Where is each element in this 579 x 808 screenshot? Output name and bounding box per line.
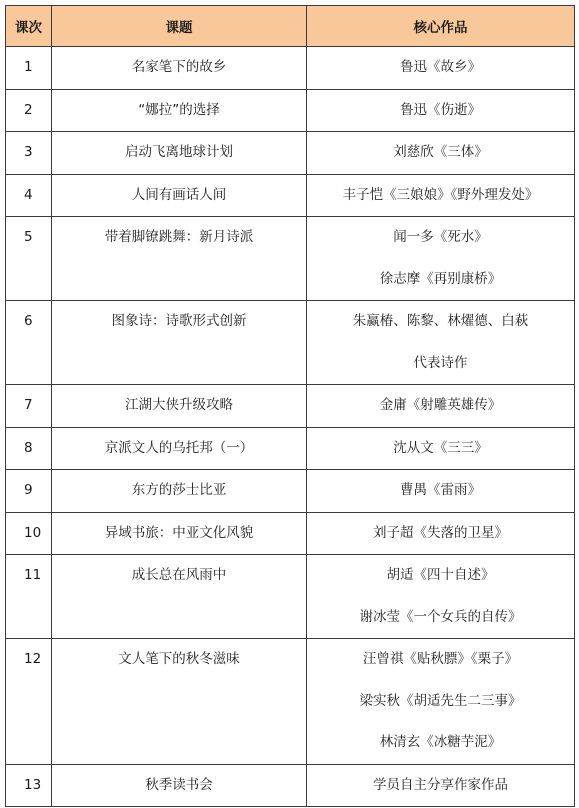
work-item: 学员自主分享作家作品 [373,776,508,793]
works-cell [307,132,575,175]
lesson-number-cell [6,217,52,301]
work-item: 代表诗作 [413,354,468,371]
header-row [6,6,575,47]
topic-text: 异域书旅：中亚文化风貌 [104,524,254,541]
table-row [6,764,575,807]
works-cell [307,385,575,428]
lesson-number: 5 [24,229,33,245]
work-item: 丰子恺《三娘娘》《野外理发处》 [342,186,539,203]
topic-text: 人间有画话人间 [131,186,227,203]
table-row [6,174,575,217]
works-cell [307,555,575,639]
topic-cell [52,132,307,175]
topic-cell [52,470,307,513]
lesson-number-cell [6,132,52,175]
lesson-number-cell [6,512,52,555]
lesson-number-cell [6,174,52,217]
topic-text: 江湖大侠升级攻略 [125,397,233,413]
work-item: 林清玄《冰糖芋泥》 [379,734,502,750]
lesson-number: 9 [24,482,33,498]
work-item: 梁实秋《胡适先生二三事》 [359,692,522,709]
table-row [6,555,575,639]
topic-cell [52,174,307,217]
table-row [6,301,575,385]
works-cell [307,470,575,513]
header-works: 核心作品 [307,6,575,47]
lesson-number: 2 [24,101,33,118]
works-cell [307,512,575,555]
lesson-number-cell [6,385,52,428]
work-item: 谢冰莹《一个女兵的自传》 [359,608,522,625]
works-cell [307,47,575,90]
lesson-number-cell [6,470,52,513]
lesson-number: 13 [24,776,42,793]
topic-text: 成长总在风雨中 [131,567,227,583]
lesson-number-cell [6,89,52,132]
topic-text: 文人笔下的秋冬滋味 [118,651,240,667]
table-row [6,470,575,513]
lesson-number: 12 [24,651,42,667]
table-row [6,217,575,301]
table-row [6,427,575,470]
work-item: 鲁迅《伤逝》 [400,101,481,118]
topic-text: 京派文人的乌托邦（一） [104,439,254,456]
table-row [6,385,575,428]
topic-cell [52,427,307,470]
work-item: 金庸《射雕英雄传》 [379,397,502,413]
work-item: 曹禺《雷雨》 [400,482,481,498]
topic-cell [52,639,307,765]
topic-cell [52,385,307,428]
works-cell [307,301,575,385]
work-item: 沈从文《三三》 [393,439,488,456]
topic-text: 图象诗：诗歌形式创新 [111,313,247,329]
topic-text: 名家笔下的故乡 [131,59,227,75]
topic-text: 秋季读书会 [145,776,213,793]
topic-cell [52,89,307,132]
work-item: 鲁迅《故乡》 [400,59,481,75]
works-cell [307,427,575,470]
lesson-number: 11 [24,567,42,583]
lesson-number: 6 [24,313,33,329]
work-item: 汪曾祺《贴秋膘》《栗子》 [362,651,519,667]
works-cell [307,217,575,301]
lesson-number: 7 [24,397,33,413]
table-row [6,512,575,555]
lesson-number-cell [6,301,52,385]
table-row [6,132,575,175]
lesson-number: 1 [24,59,33,75]
table-row [6,47,575,90]
lesson-number: 10 [24,524,42,541]
work-item: 刘慈欣《三体》 [393,144,488,160]
lesson-number-cell [6,47,52,90]
work-item: 胡适《四十自述》 [386,567,495,583]
course-table [5,5,575,807]
works-cell [307,639,575,765]
lesson-number-cell [6,639,52,765]
work-item: 刘子超《失落的卫星》 [373,524,508,541]
works-cell [307,174,575,217]
works-cell [307,89,575,132]
lesson-number: 8 [24,439,33,456]
lesson-number-cell [6,764,52,807]
topic-cell [52,217,307,301]
work-item: 朱赢椿、陈黎、林燿德、白萩 [352,313,529,329]
topic-cell [52,764,307,807]
header-lesson: 课次 [6,6,52,47]
table-row [6,639,575,765]
topic-text: 东方的莎士比亚 [131,482,227,498]
topic-cell [52,47,307,90]
lesson-number-cell [6,427,52,470]
lesson-number: 3 [24,144,33,160]
header-topic: 课题 [52,6,307,47]
lesson-number: 4 [24,186,33,203]
table-row [6,89,575,132]
topic-cell [52,512,307,555]
topic-cell [52,301,307,385]
lesson-number-cell [6,555,52,639]
topic-text: 启动飞离地球计划 [125,144,233,160]
topic-cell [52,555,307,639]
works-cell [307,764,575,807]
topic-text: “娜拉”的选择 [138,101,220,118]
work-item: 闻一多《死水》 [393,229,488,245]
work-item: 徐志摩《再别康桥》 [379,270,502,287]
topic-text: 带着脚镣跳舞：新月诗派 [104,229,254,245]
